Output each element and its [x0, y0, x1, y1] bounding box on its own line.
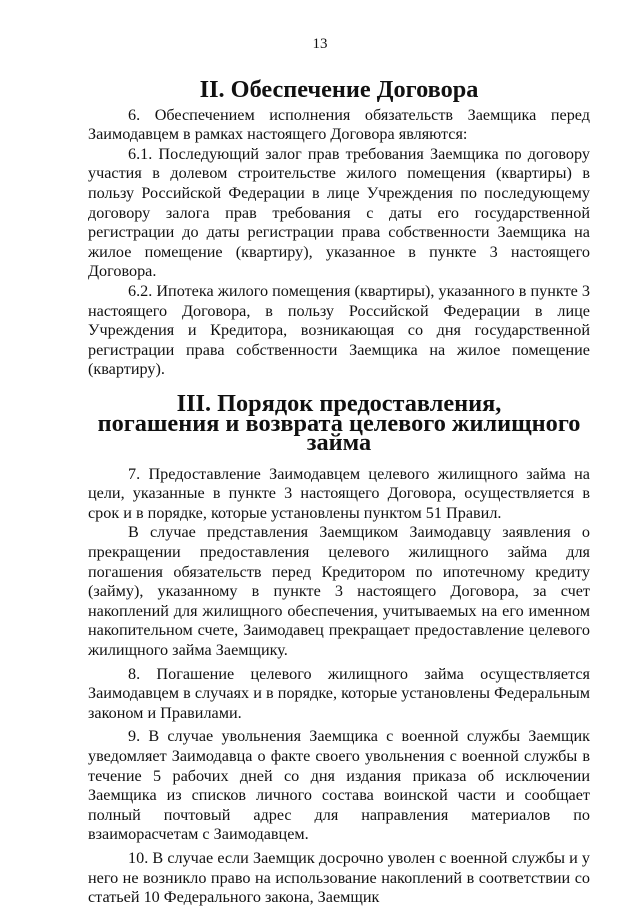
page-number: 13	[312, 36, 328, 52]
section-2-heading: II. Обеспечение Договора	[199, 76, 479, 103]
paragraph-6: 6. Обеспечением исполнения обязательств Заемщика перед Заимодавцем в рамках настоящего Договора являются:	[88, 105, 590, 144]
paragraph-8: 8. Погашение целевого жилищного займа осуществляется Заимодавцем в случаях и в порядке, которые установлены Федеральным законом и Правилами.	[88, 664, 590, 722]
document-body	[88, 76, 590, 908]
section-3-heading-line-1: III. Порядок предоставления,	[176, 389, 502, 417]
paragraph-7-continued: В случае представления Заемщиком Заимодавцу заявления о прекращении предоставления целевого жилищного займа для погашения обязательств перед Кредитором по ипотечному кредиту (займу), указанному в пункте 3 настоящего Договора, за счет накоплений для жилищного обеспечения, учитываемых на его именном накопительном счете, Заимодавец прекращает предоставление целевого жилищного займа Заемщику.	[88, 523, 590, 660]
paragraph-10: 10. В случае если Заемщик досрочно уволен с военной службы и у него не возникло право на использование накоплений в соответствии со статьей 10 Федерального закона, Заемщик	[88, 848, 590, 907]
section-3-heading-line-2: погашения и возврата целевого жилищного займа	[97, 409, 581, 457]
paragraph-6-1: 6.1. Последующий залог прав требования Заемщика по договору участия в долевом строительстве жилого помещения (квартиры) в пользу Российской Федерации в лице Учреждения по последующему договору залога прав требования с даты его государственной регистрации до даты регистрации права собственности Заемщика на жилое помещение (квартиру), указанное в пункте 3 настоящего Договора.	[88, 144, 590, 281]
paragraph-7: 7. Предоставление Заимодавцем целевого жилищного займа на цели, указанные в пункте 3 настоящего Договора, осуществляется в срок и в порядке, которые установлены пунктом 51 Правил.	[88, 464, 590, 522]
paragraph-9: 9. В случае увольнения Заемщика с военной службы Заемщик уведомляет Заимодавца о факте своего увольнения с военной службы в течение 5 рабочих дней со дня издания приказа об исключении Заемщика из списков личного состава воинской части и сообщает полный почтовый адрес для направления материалов по взаиморасчетам с Заимодавцем.	[88, 727, 590, 844]
section-3-heading	[88, 389, 590, 457]
paragraph-6-2: 6.2. Ипотека жилого помещения (квартиры), указанного в пункте 3 настоящего Договора, в пользу Российской Федерации в лице Учреждения и Кредитора, возникающая со дня государственной регистрации права собственности Заемщика на жилое помещение (квартиру).	[88, 281, 590, 379]
